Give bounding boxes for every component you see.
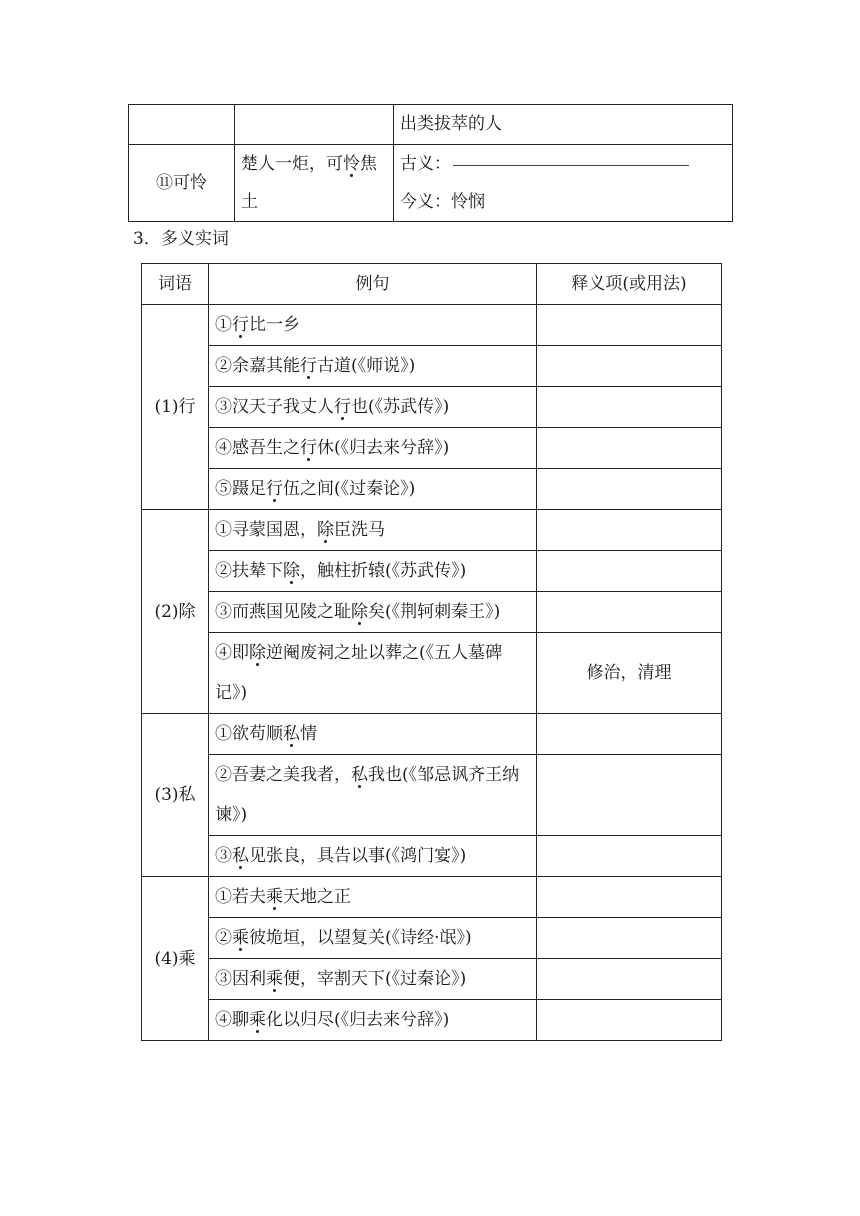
polysemy-table [141, 263, 722, 1041]
table-row [142, 387, 722, 428]
table-row [142, 510, 722, 551]
table-row [142, 877, 722, 918]
word-cell: (4)乘 [142, 877, 209, 1041]
table-row [142, 551, 722, 592]
dotted-char: 行 [266, 479, 283, 499]
word-cell: ⑪可怜 [129, 145, 235, 222]
meaning-cell[interactable] [537, 469, 722, 510]
dotted-char: 除 [249, 643, 266, 663]
dotted-char: 除 [317, 520, 334, 540]
meaning-cell[interactable] [537, 1000, 722, 1041]
table-row [142, 714, 722, 755]
meaning-cell [394, 145, 733, 222]
word-cell: (1)行 [142, 305, 209, 510]
table-row [142, 633, 722, 714]
table-row [142, 305, 722, 346]
meaning-cell[interactable] [537, 959, 722, 1000]
table-row [142, 469, 722, 510]
word-cell: (2)除 [142, 510, 209, 714]
word-cell: (3)私 [142, 714, 209, 877]
example-cell: ①寻蒙国恩，除臣洗马 [209, 510, 537, 551]
example-cell [235, 105, 394, 145]
dotted-char: 怜 [343, 154, 360, 174]
word-cell [129, 105, 235, 145]
header-meaning: 释义项(或用法) [537, 264, 722, 305]
example-cell: ②扶辇下除，触柱折辕(《苏武传》) [209, 551, 537, 592]
answer-blank[interactable] [453, 164, 689, 166]
table-row [142, 755, 722, 836]
example-cell: ③而燕国见陵之耻除矣(《荆轲刺秦王》) [209, 592, 537, 633]
table-row [129, 145, 733, 222]
example-cell: ①欲苟顺私情 [209, 714, 537, 755]
table-row [142, 836, 722, 877]
meaning-cell[interactable] [537, 387, 722, 428]
dotted-char: 乘 [266, 969, 283, 989]
example-cell: ③汉天子我丈人行也(《苏武传》) [209, 387, 537, 428]
example-cell: ①行比一乡 [209, 305, 537, 346]
table-row [142, 918, 722, 959]
dotted-char: 私 [283, 724, 300, 744]
meaning-cell[interactable] [537, 755, 722, 836]
dotted-char: 除 [351, 602, 368, 622]
meaning-cell[interactable] [537, 346, 722, 387]
dotted-char: 行 [300, 438, 317, 458]
meaning-cell[interactable] [537, 428, 722, 469]
meaning-cell: 出类拔萃的人 [394, 105, 733, 145]
meaning-cell[interactable] [537, 918, 722, 959]
table-row [142, 592, 722, 633]
example-cell: ③私见张良，具告以事(《鸿门宴》) [209, 836, 537, 877]
header-word: 词语 [142, 264, 209, 305]
dotted-char: 乘 [266, 887, 283, 907]
dotted-char: 乘 [232, 928, 249, 948]
example-cell: ④聊乘化以归尽(《归去来兮辞》) [209, 1000, 537, 1041]
example-cell: ④即除逆阉废祠之址以葬之(《五人墓碑记》) [209, 633, 537, 714]
vocab-table-continued [128, 104, 733, 222]
meaning-cell[interactable] [537, 877, 722, 918]
modern-meaning: 今义：怜悯 [400, 192, 485, 212]
dotted-char: 行 [300, 356, 317, 376]
meaning-cell[interactable] [537, 836, 722, 877]
example-cell: 楚人一炬，可怜焦土 [235, 145, 394, 222]
dotted-char: 除 [283, 561, 300, 581]
example-cell: ②吾妻之美我者，私我也(《邹忌讽齐王纳谏》) [209, 755, 537, 836]
dotted-char: 行 [232, 315, 249, 335]
header-example: 例句 [209, 264, 537, 305]
ancient-meaning-label: 古义： [400, 154, 451, 174]
meaning-cell[interactable]: 修治，清理 [537, 633, 722, 714]
section-heading: 3．多义实词 [133, 229, 229, 249]
example-cell: ②乘彼垝垣，以望复关(《诗经·氓》) [209, 918, 537, 959]
dotted-char: 私 [351, 765, 368, 785]
meaning-cell[interactable] [537, 714, 722, 755]
header-row [142, 264, 722, 305]
dotted-char: 乘 [249, 1010, 266, 1030]
example-cell: ②余嘉其能行古道(《师说》) [209, 346, 537, 387]
table-row [142, 1000, 722, 1041]
example-cell: ③因利乘便，宰割天下(《过秦论》) [209, 959, 537, 1000]
table-row [142, 428, 722, 469]
dotted-char: 行 [334, 397, 351, 417]
example-cell: ⑤蹑足行伍之间(《过秦论》) [209, 469, 537, 510]
table-row [142, 959, 722, 1000]
meaning-cell[interactable] [537, 510, 722, 551]
table-row [142, 346, 722, 387]
dotted-char: 私 [232, 846, 249, 866]
meaning-cell[interactable] [537, 305, 722, 346]
table-row [129, 105, 733, 145]
meaning-cell[interactable] [537, 592, 722, 633]
example-cell: ④感吾生之行休(《归去来兮辞》) [209, 428, 537, 469]
meaning-cell[interactable] [537, 551, 722, 592]
example-cell: ①若夫乘天地之正 [209, 877, 537, 918]
